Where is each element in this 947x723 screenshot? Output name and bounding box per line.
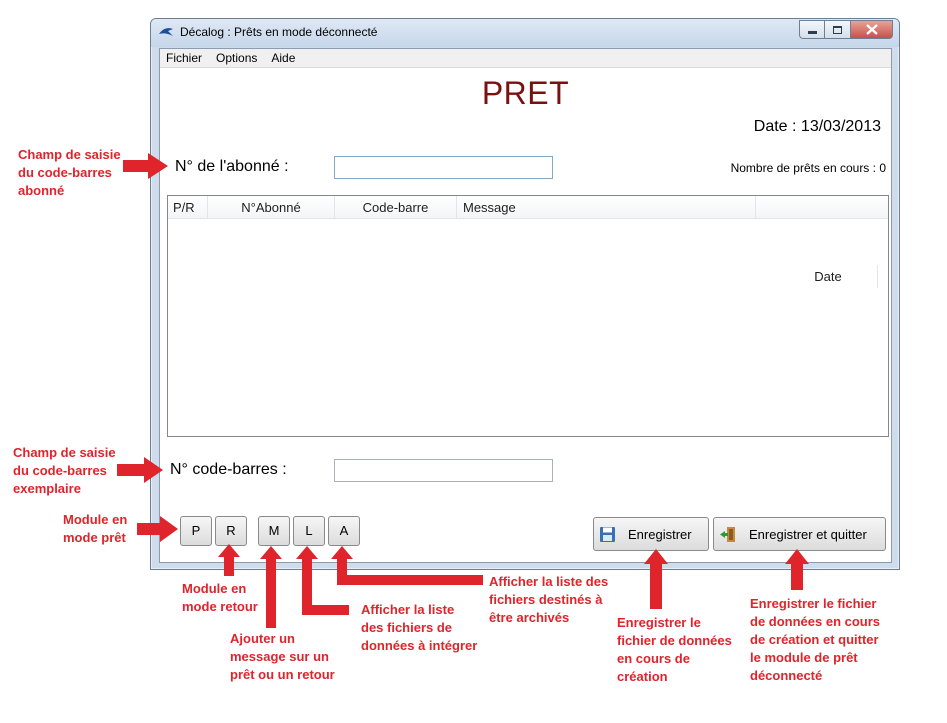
list-archive-files-button[interactable]: A <box>328 516 360 546</box>
window-title: Décalog : Prêts en mode déconnecté <box>180 25 378 39</box>
menu-options[interactable]: Options <box>216 51 258 65</box>
annotation-save-quit: Enregistrer le fichier de données en cours de création et quitter le module de prêt déconnecté <box>750 596 881 683</box>
date-label: Date : 13/03/2013 <box>753 118 881 135</box>
page-title: PRET <box>481 75 570 111</box>
column-header-pr[interactable]: P/R <box>168 196 208 219</box>
annotation-subscriber-field: Champ de saisie du code-barres abonné <box>18 147 121 198</box>
menu-fichier[interactable]: Fichier <box>166 51 203 65</box>
barcode-label: N° code-barres : <box>170 461 287 478</box>
list-files-to-integrate-button[interactable]: L <box>293 516 325 546</box>
annotation-list-integrate: Afficher la liste des fichiers de données à intégrer <box>361 602 478 653</box>
loan-mode-button[interactable]: P <box>180 516 212 546</box>
loans-count-label: Nombre de prêts en cours : 0 <box>730 161 886 175</box>
annotation-list-archive: Afficher la liste des fichiers destinés à être archivés <box>489 574 609 625</box>
arrow-right-icon <box>123 153 168 179</box>
save-and-quit-button-label: Enregistrer et quitter <box>749 527 867 542</box>
arrow-elbow-icon <box>331 546 483 585</box>
annotation-return-mode: Module en mode retour <box>182 581 258 614</box>
save-button-label: Enregistrer <box>628 527 692 542</box>
column-header-date[interactable]: Date <box>779 265 878 288</box>
annotation-save: Enregistrer le fichier de données en cours de création <box>617 615 732 684</box>
column-header-barcode[interactable]: Code-barre <box>335 196 457 219</box>
menu-aide[interactable]: Aide <box>271 51 296 65</box>
subscriber-label: N° de l'abonné : <box>175 158 289 175</box>
column-header-message[interactable]: Message <box>457 196 756 219</box>
arrow-right-icon <box>117 457 163 483</box>
annotation-loan-mode: Module en mode prêt <box>63 512 128 545</box>
arrow-up-icon <box>218 544 240 576</box>
arrow-up-icon <box>260 546 282 628</box>
column-header-subscriber[interactable]: N°Abonné <box>208 196 335 219</box>
annotation-add-message: Ajouter un message sur un prêt ou un retour <box>230 631 335 682</box>
arrow-up-icon <box>785 549 809 590</box>
annotation-barcode-field: Champ de saisie du code-barres exemplaire <box>13 445 116 496</box>
arrow-up-icon <box>644 549 668 609</box>
return-mode-button[interactable]: R <box>215 516 247 546</box>
arrow-right-icon <box>137 516 178 542</box>
add-message-button[interactable]: M <box>258 516 290 546</box>
